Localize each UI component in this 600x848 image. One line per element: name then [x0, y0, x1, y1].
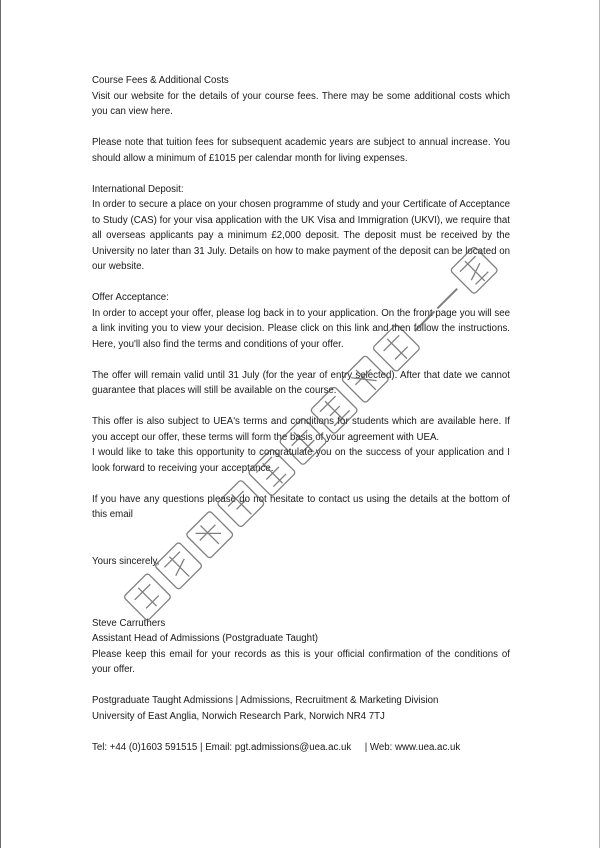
footer-address: University of East Anglia, Norwich Research Park, Norwich NR4 7TJ: [92, 710, 385, 722]
keep-email-note: Please keep this email for your records as this is your official confirmation of the conditions of your offer.: [92, 648, 510, 675]
offer-letter: [92, 73, 510, 755]
fees-heading: Course Fees & Additional Costs: [92, 75, 229, 86]
closing-line: Yours sincerely,: [92, 555, 160, 567]
page-edge-left: [0, 0, 1, 848]
signatory-name: Steve Carruthers: [92, 617, 166, 629]
fees-body: Visit our website for the details of your course fees. There may be some additional costs which you can view here.: [92, 90, 510, 117]
questions-paragraph: If you have any questions please do not hesitate to contact us using the details at the bottom of this email: [92, 493, 510, 520]
deposit-heading: International Deposit:: [92, 183, 184, 195]
congratulations-paragraph: I would like to take this opportunity to congratulate you on the success of your application and I look forward to receiving your acceptance.: [92, 447, 510, 474]
acceptance-body: In order to accept your offer, please log back in to your application. On the front page you will see a link inviting you to view your decision. Please click on this link and then follow the instructions. Here, you'll also find the terms and conditions of your offer.: [92, 307, 510, 350]
footer-contact: Tel: +44 (0)1603 591515 | Email: pgt.admissions@uea.ac.uk | Web: www.uea.ac.uk: [92, 741, 461, 753]
acceptance-heading: Offer Acceptance:: [92, 292, 169, 303]
footer-department: Postgraduate Taught Admissions | Admissions, Recruitment & Marketing Division: [92, 695, 439, 706]
terms-paragraph: This offer is also subject to UEA's terms and conditions for students which are available here. If you accept our offer, these terms will form the basis of your agreement with UEA.: [92, 416, 510, 443]
validity-paragraph: The offer will remain valid until 31 July (for the year of entry selected). After that date we cannot guarantee that places will still be available on the course.: [92, 369, 510, 396]
tuition-note: Please note that tuition fees for subsequent academic years are subject to annual increase. You should allow a minimum of £1015 per calendar month for living expenses.: [92, 137, 510, 164]
signatory-title: Assistant Head of Admissions (Postgraduate Taught): [92, 633, 318, 644]
deposit-body: In order to secure a place on your chosen programme of study and your Certificate of Acceptance to Study (CAS) for your visa application with the UK Visa and Immigration (UKVI), we require that all overseas applicants pay a minimum £2,000 deposit. The deposit must be received by the University no later than 31 July. Details on how to make payment of the deposit can be located on our website.: [92, 199, 510, 272]
